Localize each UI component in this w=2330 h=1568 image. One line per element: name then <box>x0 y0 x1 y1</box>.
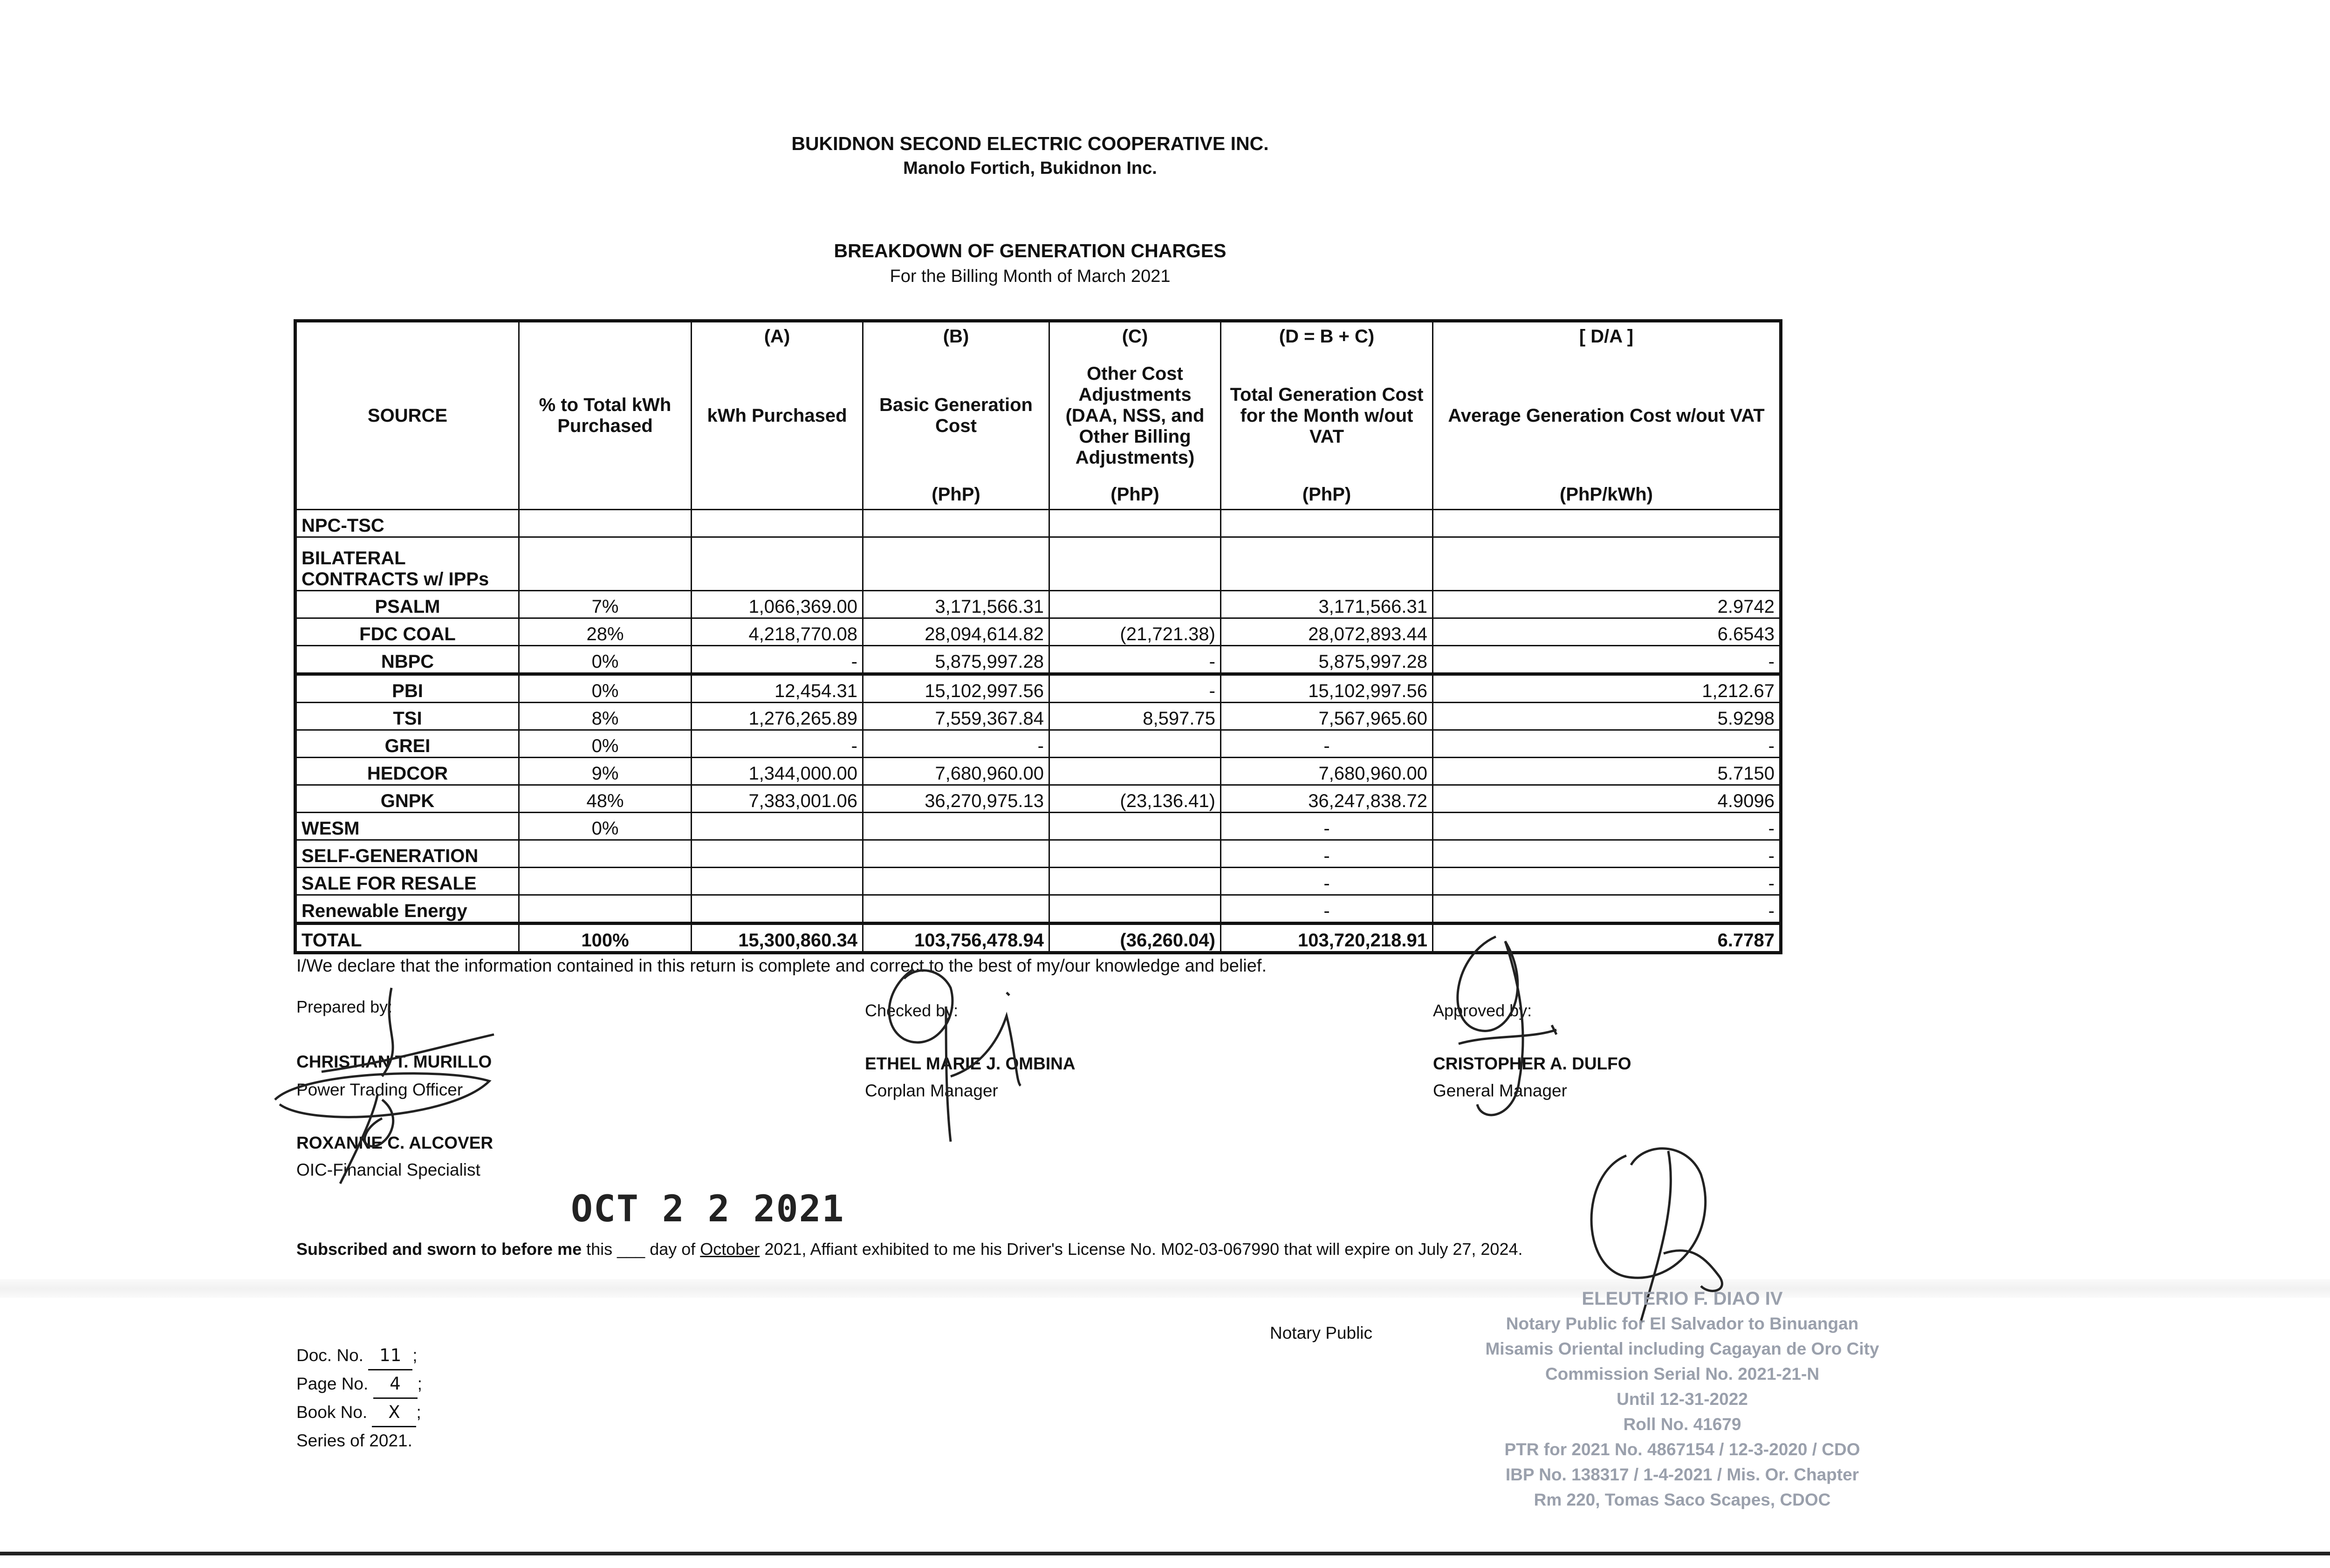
sworn-statement <box>296 1239 1522 1259</box>
scan-bottom-edge <box>0 1552 2330 1555</box>
table-cell: SALE FOR RESALE <box>295 868 519 895</box>
table-cell: 15,102,997.56 <box>863 674 1049 703</box>
second-signatory-position: OIC-Financial Specialist <box>296 1160 480 1179</box>
table-row <box>295 646 1781 674</box>
table-cell <box>1049 537 1221 591</box>
table-cell: 103,720,218.91 <box>1221 924 1433 953</box>
table-cell <box>863 868 1049 895</box>
notary-stamp-line: Roll No. 41679 <box>1623 1415 1741 1434</box>
notary-stamp-line: PTR for 2021 No. 4867154 / 12-3-2020 / CDO <box>1504 1440 1860 1459</box>
series-line: Series of 2021. <box>296 1431 412 1450</box>
col-header-kwh: (A) kWh Purchased <box>692 321 863 510</box>
table-cell <box>1433 537 1781 591</box>
table-row <box>295 758 1781 785</box>
table-cell: 7,567,965.60 <box>1221 703 1433 730</box>
table-cell: 0% <box>519 674 692 703</box>
table-cell: - <box>1433 840 1781 868</box>
table-cell: - <box>1221 868 1433 895</box>
table-row <box>295 703 1781 730</box>
notary-seal-stamp <box>1454 1286 1911 1513</box>
table-cell: - <box>1433 868 1781 895</box>
table-cell: - <box>1433 730 1781 758</box>
table-cell: 0% <box>519 646 692 674</box>
table-cell: - <box>1433 813 1781 840</box>
table-cell: NBPC <box>295 646 519 674</box>
notary-stamp-line: Commission Serial No. 2021-21-N <box>1545 1364 1820 1383</box>
table-row <box>295 537 1781 591</box>
table-cell <box>1221 510 1433 537</box>
col-header-other-adjustments: (C) Other Cost Adjustments (DAA, NSS, and Other Billing Adjustments) (PhP) <box>1049 321 1221 510</box>
declaration-text: I/We declare that the information contained in this return is complete and correct to the best of my/our knowledge and belief. <box>296 956 1267 976</box>
table-cell: HEDCOR <box>295 758 519 785</box>
table-cell: 2.9742 <box>1433 591 1781 618</box>
table-cell: 1,276,265.89 <box>692 703 863 730</box>
sworn-statement-lead: Subscribed and sworn to before me <box>296 1239 582 1259</box>
notary-stamp-line: Until 12-31-2022 <box>1617 1390 1748 1409</box>
approved-by-name: CRISTOPHER A. DULFO <box>1433 1054 1631 1073</box>
table-cell: GREI <box>295 730 519 758</box>
scan-fold-line <box>0 1279 2330 1298</box>
ombina-signature-icon <box>876 960 1072 1146</box>
checked-by-position: Corplan Manager <box>865 1081 998 1100</box>
table-cell: TOTAL <box>295 924 519 953</box>
document-title: BREAKDOWN OF GENERATION CHARGES <box>834 240 1227 261</box>
table-cell: 0% <box>519 730 692 758</box>
table-cell <box>863 840 1049 868</box>
checked-by-label: Checked by: <box>865 1001 959 1020</box>
table-cell <box>692 868 863 895</box>
table-row <box>295 895 1781 924</box>
table-cell: 36,247,838.72 <box>1221 785 1433 813</box>
table-cell: 7,559,367.84 <box>863 703 1049 730</box>
table-cell: 3,171,566.31 <box>1221 591 1433 618</box>
table-cell: 4.9096 <box>1433 785 1781 813</box>
table-cell: NPC-TSC <box>295 510 519 537</box>
table-cell <box>519 868 692 895</box>
prepared-by-label: Prepared by: <box>296 997 393 1016</box>
table-cell: 5.7150 <box>1433 758 1781 785</box>
table-cell <box>1049 813 1221 840</box>
table-cell <box>692 813 863 840</box>
table-cell: 0% <box>519 813 692 840</box>
table-cell <box>519 895 692 924</box>
table-cell <box>1049 510 1221 537</box>
col-header-basic-cost: (B) Basic Generation Cost (PhP) <box>863 321 1049 510</box>
document-subtitle: For the Billing Month of March 2021 <box>890 267 1171 286</box>
table-cell: 5,875,997.28 <box>863 646 1049 674</box>
table-cell: - <box>1221 840 1433 868</box>
table-cell: 8% <box>519 703 692 730</box>
table-cell: 28,072,893.44 <box>1221 618 1433 646</box>
book-no-line: Book No. X ; <box>296 1399 422 1427</box>
table-row <box>295 840 1781 868</box>
notary-stamp-line: Misamis Oriental including Cagayan de Oro City <box>1485 1339 1879 1358</box>
table-body <box>295 510 1781 953</box>
table-cell: PSALM <box>295 591 519 618</box>
table-header <box>295 321 1781 510</box>
approved-by-label: Approved by: <box>1433 1001 1532 1020</box>
doc-no-value: 11 <box>368 1342 412 1370</box>
table-cell: 36,270,975.13 <box>863 785 1049 813</box>
table-cell <box>1049 840 1221 868</box>
second-signatory-name: ROXANNE C. ALCOVER <box>296 1133 493 1152</box>
table-cell: 100% <box>519 924 692 953</box>
table-cell: - <box>863 730 1049 758</box>
table-cell: 1,066,369.00 <box>692 591 863 618</box>
notarial-register-info <box>296 1342 422 1454</box>
notary-stamp-line: IBP No. 138317 / 1-4-2021 / Mis. Or. Chapter <box>1505 1465 1859 1484</box>
murillo-signature-icon <box>266 979 527 1193</box>
notary-stamp-line: Rm 220, Tomas Saco Scapes, CDOC <box>1534 1490 1831 1509</box>
col-header-total-cost: (D = B + C) Total Generation Cost for the Month w/out VAT (PhP) <box>1221 321 1433 510</box>
table-cell <box>1049 730 1221 758</box>
table-cell <box>1049 868 1221 895</box>
checked-by-name: ETHEL MARIE J. OMBINA <box>865 1054 1076 1073</box>
table-cell: 5,875,997.28 <box>1221 646 1433 674</box>
table-cell: 1,212.67 <box>1433 674 1781 703</box>
table-cell: 6.7787 <box>1433 924 1781 953</box>
table-cell: - <box>1433 646 1781 674</box>
table-cell <box>692 510 863 537</box>
table-cell: 7,383,001.06 <box>692 785 863 813</box>
table-cell: - <box>1221 730 1433 758</box>
table-cell <box>692 840 863 868</box>
table-row <box>295 785 1781 813</box>
company-name: BUKIDNON SECOND ELECTRIC COOPERATIVE INC. <box>791 133 1269 154</box>
generation-charges-table <box>294 319 1782 954</box>
sworn-statement-part2: 2021, Affiant exhibited to me his Driver's License No. M02-03-067990 that will expire on July 27, 2024. <box>760 1239 1523 1259</box>
page-no-value: 4 <box>373 1370 418 1399</box>
table-cell: - <box>692 730 863 758</box>
table-row <box>295 868 1781 895</box>
table-cell: 3,171,566.31 <box>863 591 1049 618</box>
table-cell: BILATERAL CONTRACTS w/ IPPs <box>295 537 519 591</box>
approved-by-position: General Manager <box>1433 1081 1567 1100</box>
page-no-line: Page No. 4 ; <box>296 1370 422 1399</box>
table-row <box>295 510 1781 537</box>
table-cell: TSI <box>295 703 519 730</box>
table-cell: - <box>1221 813 1433 840</box>
table-row <box>295 813 1781 840</box>
table-cell: PBI <box>295 674 519 703</box>
sworn-statement-month: October <box>700 1239 760 1259</box>
table-cell: 4,218,770.08 <box>692 618 863 646</box>
table-cell: Renewable Energy <box>295 895 519 924</box>
table-cell <box>1049 591 1221 618</box>
table-cell: 7% <box>519 591 692 618</box>
table-cell: (21,721.38) <box>1049 618 1221 646</box>
notary-stamp-line: ELEUTERIO F. DIAO IV <box>1582 1288 1783 1309</box>
table-cell <box>1049 758 1221 785</box>
sworn-statement-part1: this ___ day of <box>582 1239 700 1259</box>
table-cell: SELF-GENERATION <box>295 840 519 868</box>
table-cell: - <box>1049 646 1221 674</box>
table-cell <box>519 840 692 868</box>
table-cell: 1,344,000.00 <box>692 758 863 785</box>
doc-no-line: Doc. No. 11 ; <box>296 1342 422 1370</box>
table-row <box>295 618 1781 646</box>
table-cell: 8,597.75 <box>1049 703 1221 730</box>
table-row <box>295 591 1781 618</box>
table-cell: (23,136.41) <box>1049 785 1221 813</box>
col-header-average-cost: [ D/A ] Average Generation Cost w/out VAT (PhP/kWh) <box>1433 321 1781 510</box>
table-cell <box>519 537 692 591</box>
table-cell <box>1433 510 1781 537</box>
table-cell <box>863 510 1049 537</box>
prepared-by-position: Power Trading Officer <box>296 1080 463 1099</box>
table-cell: FDC COAL <box>295 618 519 646</box>
table-cell: 9% <box>519 758 692 785</box>
table-cell <box>1221 537 1433 591</box>
table-cell: 6.6543 <box>1433 618 1781 646</box>
table-cell <box>863 895 1049 924</box>
table-cell: - <box>1433 895 1781 924</box>
table-cell: 7,680,960.00 <box>863 758 1049 785</box>
col-header-percent: % to Total kWh Purchased <box>519 321 692 510</box>
table-row <box>295 674 1781 703</box>
table-cell: 28,094,614.82 <box>863 618 1049 646</box>
table-cell: - <box>1221 895 1433 924</box>
table-cell: GNPK <box>295 785 519 813</box>
table-cell: 5.9298 <box>1433 703 1781 730</box>
table-cell: - <box>692 646 863 674</box>
received-date-stamp: OCT 2 2 2021 <box>571 1188 845 1230</box>
table-cell: 28% <box>519 618 692 646</box>
table-cell <box>519 510 692 537</box>
table-row <box>295 730 1781 758</box>
book-no-value: X <box>372 1399 416 1427</box>
table-cell: 12,454.31 <box>692 674 863 703</box>
table-cell: WESM <box>295 813 519 840</box>
notary-stamp-line: Notary Public for El Salvador to Binuangan <box>1506 1314 1859 1333</box>
table-cell <box>692 537 863 591</box>
table-cell <box>863 537 1049 591</box>
table-cell <box>1049 895 1221 924</box>
dulfo-signature-icon <box>1426 927 1584 1132</box>
notary-public-label: Notary Public <box>1270 1323 1373 1342</box>
table-cell: (36,260.04) <box>1049 924 1221 953</box>
table-cell <box>692 895 863 924</box>
table-cell <box>863 813 1049 840</box>
table-cell: 48% <box>519 785 692 813</box>
table-cell: - <box>1049 674 1221 703</box>
col-header-source: SOURCE <box>295 321 519 510</box>
table-cell: 15,102,997.56 <box>1221 674 1433 703</box>
table-cell: 103,756,478.94 <box>863 924 1049 953</box>
table-cell: 15,300,860.34 <box>692 924 863 953</box>
table-cell: 7,680,960.00 <box>1221 758 1433 785</box>
prepared-by-name: CHRISTIAN T. MURILLO <box>296 1052 492 1071</box>
company-address: Manolo Fortich, Bukidnon Inc. <box>903 158 1157 178</box>
